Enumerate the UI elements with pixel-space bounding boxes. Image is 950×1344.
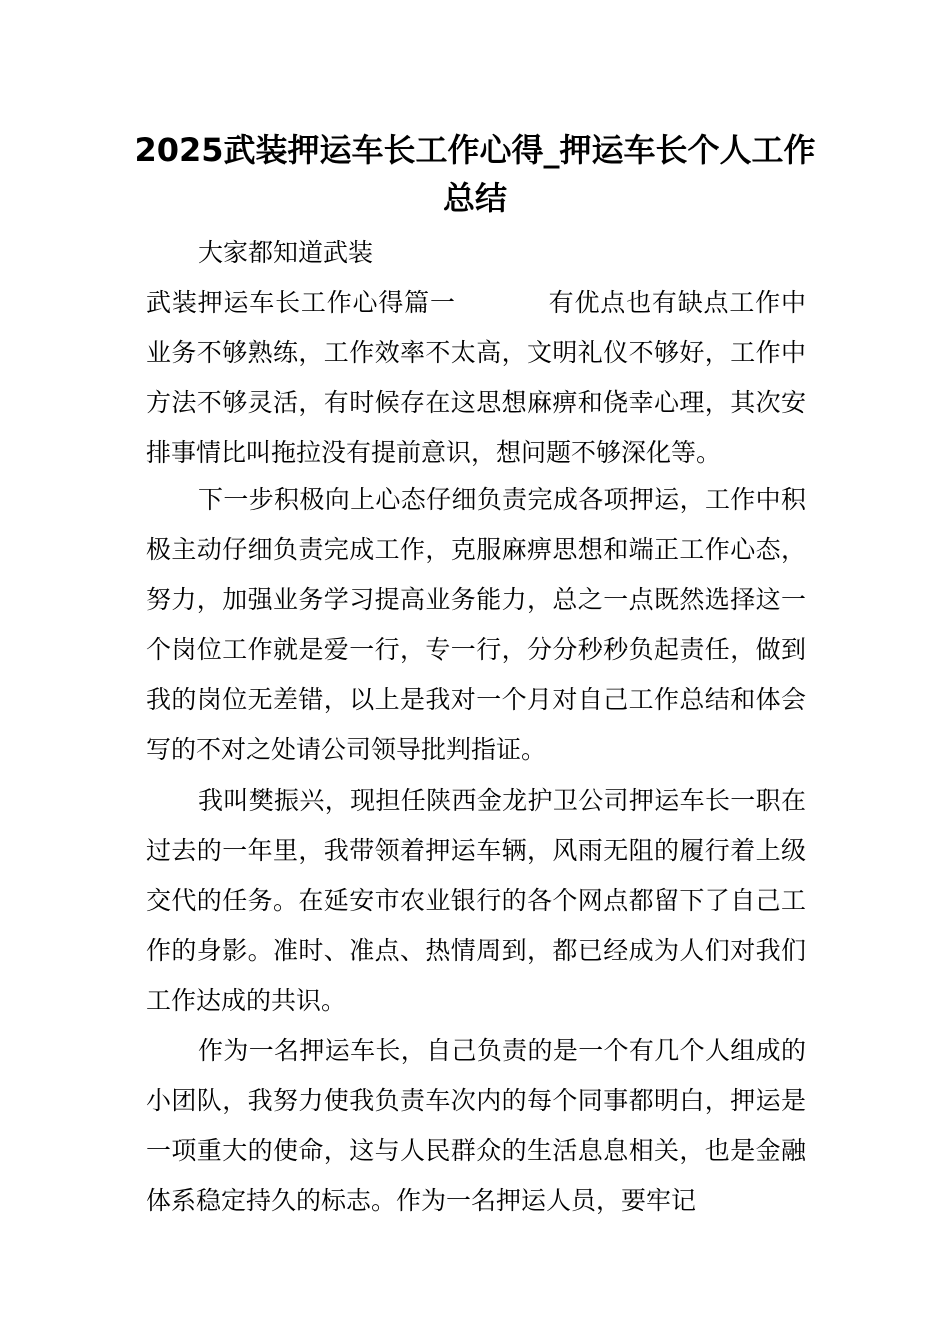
paragraph-4: 作为一名押运车长，自己负责的是一个有几个人组成的小团队，我努力使我负责车次内的每个同事都明白，押运是一项重大的使命，这与人民群众的生活息息相关，也是金融体系稳定持久的标志。作为一名押运人员，要牢记	[146, 1036, 806, 1215]
paragraph-1-text: 有优点也有缺点工作中业务不够熟练，工作效率不太高，文明礼仪不够好，工作中方法不够灵活，有时候存在这思想麻痹和侥幸心理，其次安排事情比叫拖拉没有提前意识，想问题不够深化等。	[146, 288, 806, 467]
paragraph-3: 我叫樊振兴，现担任陕西金龙护卫公司押运车长一职在过去的一年里，我带领着押运车辆，风雨无阻的履行着上级交代的任务。在延安市农业银行的各个网点都留下了自己工作的身影。准时、准点、热情周到，都已经成为人们对我们工作达成的共识。	[146, 786, 806, 1015]
paragraph-2: 下一步积极向上心态仔细负责完成各项押运，工作中积极主动仔细负责完成工作，克服麻痹思想和端正工作心态，努力，加强业务学习提高业务能力，总之一点既然选择这一个岗位工作就是爱一行，专一行，分分秒秒负起责任，做到我的岗位无差错，以上是我对一个月对自己工作总结和体会写的不对之处请公司领导批判指证。	[146, 485, 806, 764]
document-title: 2025武装押运车长工作心得_押运车长个人工作总结	[134, 131, 816, 217]
intro-text: 大家都知道武装	[198, 238, 374, 267]
intro-paragraph	[146, 228, 806, 278]
section-heading: 武装押运车长工作心得篇一	[146, 288, 456, 317]
paragraph-1	[146, 278, 806, 478]
